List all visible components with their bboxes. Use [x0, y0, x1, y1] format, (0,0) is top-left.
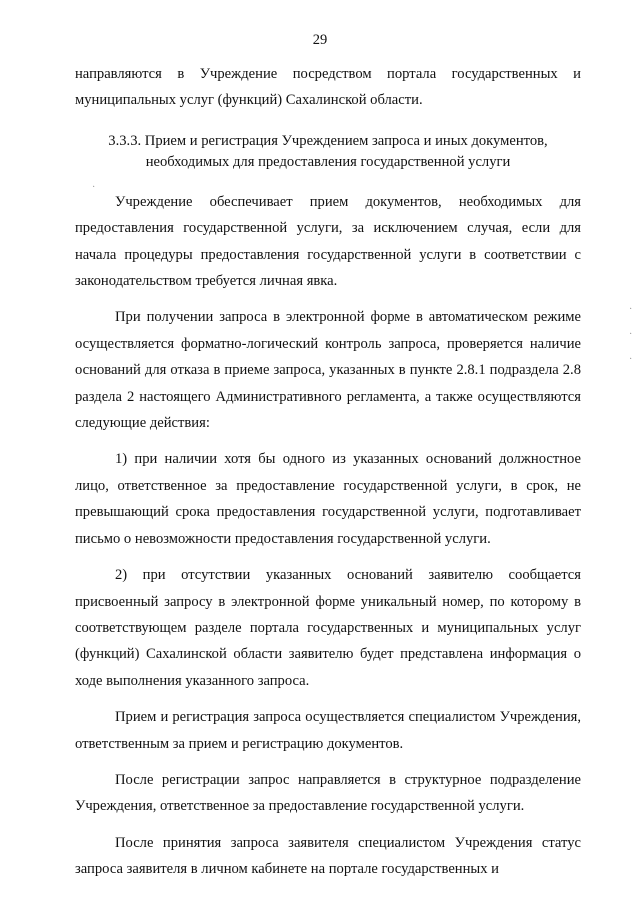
section-heading-line-1: 3.3.3. Прием и регистрация Учреждением запроса и иных документов, — [108, 132, 548, 149]
section-heading — [75, 131, 581, 173]
paragraph-3: 1) при наличии хотя бы одного из указанных оснований должностное лицо, ответственное за предоставление государственной услуги, в срок, не превышающий срока предоставления государственной услуги, подготавливает письмо о невозможности предоставления государственной услуги. — [75, 451, 581, 547]
page-number: 29 — [312, 32, 328, 48]
scan-margin-mark: · — [629, 354, 633, 365]
paragraph-2: При получении запроса в электронной форме в автоматическом режиме осуществляется форматно-логический контроль запроса, проверяется наличие оснований для отказа в приеме запроса, указанных в пункте 2.8.1 подраздела 2.8 раздела 2 настоящего Административного регламента, а также осуществляются следующие действия: — [75, 309, 581, 432]
section-heading-line-2: необходимых для предоставления государственной услуги — [145, 153, 511, 170]
paragraph-5: Прием и регистрация запроса осуществляется специалистом Учреждения, ответственным за прием и регистрацию документов. — [75, 709, 581, 752]
scan-margin-mark: · — [629, 329, 633, 340]
document-body — [75, 61, 581, 883]
paragraph-1: Учреждение обеспечивает прием документов, необходимых для предоставления государственной услуги, за исключением случая, если для начала процедуры предоставления государственной услуги в соответствии с законодательством требуется личная явка. — [75, 193, 581, 290]
paragraph-4: 2) при отсутствии указанных оснований заявителю сообщается присвоенный запросу в электронной форме уникальный номер, по которому в соответствующем разделе портала государственных и муниципальных услуг (функций) Сахалинской области заявителю будет представлена информация о ходе выполнения указанного запроса. — [75, 567, 581, 689]
scan-margin-mark: · — [629, 304, 633, 315]
intro-paragraph: направляются в Учреждение посредством портала государственных и муниципальных услуг (функций) Сахалинской области. — [75, 66, 581, 109]
scan-margin-mark: · — [92, 182, 96, 193]
paragraph-7: После принятия запроса заявителя специалистом Учреждения статус запроса заявителя в личном кабинете на портале государственных и — [75, 834, 581, 878]
paragraph-6: После регистрации запрос направляется в структурное подразделение Учреждения, ответственное за предоставление государственной услуги. — [75, 771, 581, 815]
